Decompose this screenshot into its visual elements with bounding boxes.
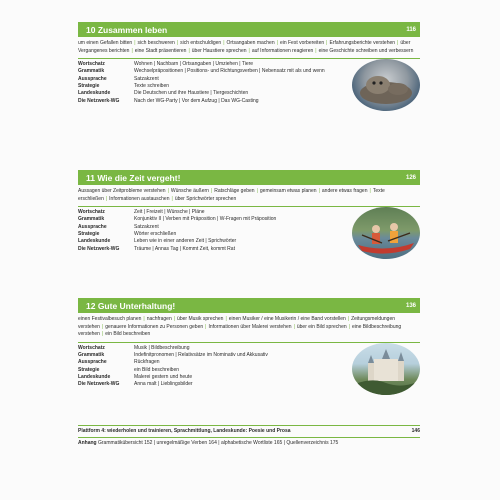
- row-value: Rückfragen: [134, 359, 160, 366]
- table-row: [78, 76, 348, 83]
- row-label: Grammatik: [78, 68, 105, 75]
- separator: |: [369, 188, 371, 194]
- row-value: Musik | Bildbeschreibung: [134, 344, 190, 351]
- separator: |: [101, 331, 104, 338]
- goal-item: Erfahrungsberichte verstehen: [329, 40, 396, 46]
- row-value: Satzakzent: [134, 223, 159, 230]
- separator: |: [171, 195, 173, 202]
- anhang-label: Anhang: [78, 440, 97, 446]
- section-goals: [78, 316, 420, 339]
- goal-item: gemeinsam etwas planen: [259, 188, 317, 194]
- goal-item: Aussagen über Zeitprobleme verstehen: [78, 188, 166, 194]
- table-row: [78, 231, 348, 238]
- separator: |: [143, 316, 145, 322]
- table-row: [78, 374, 348, 381]
- goal-item: genauere Informationen zu Personen geben: [105, 323, 204, 330]
- row-value: Zeit | Freizeit | Wünsche | Pläne: [134, 209, 205, 216]
- goal-item: Informationen austauschen: [109, 195, 170, 202]
- table-row: [78, 216, 348, 223]
- row-label: Die Netzwerk-WG: [78, 381, 120, 388]
- row-label: Strategie: [78, 83, 100, 90]
- separator: |: [397, 40, 399, 46]
- goal-item: Ortsangaben machen: [226, 40, 275, 46]
- section-goals: [78, 40, 420, 55]
- separator: |: [176, 40, 179, 46]
- separator: |: [134, 40, 136, 46]
- goal-item: einen Festivalbesuch planen: [78, 316, 142, 322]
- separator: |: [173, 316, 176, 322]
- table-row: [78, 359, 348, 366]
- row-value: Nach der WG-Party | Vor dem Aufzug | Das WG-Casting: [134, 97, 259, 104]
- table-row: [78, 98, 348, 105]
- row-label: Aussprache: [78, 223, 107, 230]
- section-title: 11 Wie die Zeit vergeht!: [86, 172, 181, 183]
- separator: |: [188, 47, 190, 54]
- row-label: Aussprache: [78, 75, 107, 82]
- section-12: [78, 298, 420, 389]
- table-row: [78, 246, 348, 253]
- row-label: Wortschatz: [78, 344, 105, 351]
- goal-item: einen Musiker / eine Musikerin / eine Band vorstellen: [228, 316, 346, 322]
- goal-item: über Sprichwörter sprechen: [174, 195, 237, 202]
- goal-item: andere etwas fragen: [321, 188, 368, 194]
- separator: |: [205, 323, 207, 330]
- row-value: Leben wie in einer anderen Zeit | Sprichwörter: [134, 238, 237, 245]
- row-value: Die Deutschen und ihre Haustiere | Tiergeschichten: [134, 90, 249, 97]
- row-label: Grammatik: [78, 216, 105, 223]
- row-label: Grammatik: [78, 352, 105, 359]
- separator: |: [167, 188, 169, 194]
- row-label: Landeskunde: [78, 238, 111, 245]
- row-value: Träume | Annas Tag | Kommt Zeit, kommt Rat: [134, 245, 235, 252]
- goal-item: ein Fest vorbereiten: [279, 40, 325, 46]
- goal-item: Wünsche äußern: [170, 188, 209, 194]
- contents-footer: [78, 422, 420, 448]
- section-table: [78, 345, 348, 389]
- table-row: [78, 209, 348, 216]
- section-10: [78, 22, 420, 105]
- row-value: Konjunktiv II | Verben mit Präposition | W-Fragen mit Präposition: [134, 216, 277, 223]
- row-value: Anna malt | Lieblingsbilder: [134, 381, 193, 388]
- goal-item: um einen Gefallen bitten: [78, 40, 133, 46]
- goal-item: über Musik sprechen: [177, 316, 224, 322]
- plattform-line: [78, 428, 420, 434]
- row-value: Satzakzent: [134, 75, 159, 82]
- goal-item: sich entschuldigen: [180, 40, 222, 46]
- goal-item: auf Informationen reagieren: [251, 47, 314, 54]
- section-title: 12 Gute Unterhaltung!: [86, 300, 176, 311]
- goal-item: Texte erschließen: [78, 188, 385, 202]
- table-row: [78, 381, 348, 388]
- goal-item: Informationen über Malerei verstehen: [208, 323, 292, 330]
- goal-item: über ein Bild sprechen: [296, 323, 347, 330]
- section-page-number: 136: [405, 302, 416, 309]
- goal-item: über Vergangenes berichten: [78, 40, 411, 54]
- anhang-line: [78, 440, 420, 448]
- row-label: Wortschatz: [78, 61, 105, 68]
- table-row: [78, 367, 348, 374]
- separator: |: [101, 323, 104, 330]
- separator: |: [276, 40, 278, 46]
- goal-item: über Haustiere sprechen: [191, 47, 247, 54]
- goal-item: eine Bildbeschreibung verstehen: [78, 323, 402, 338]
- table-row: [78, 345, 348, 352]
- section-table: [78, 61, 348, 105]
- separator: |: [210, 188, 213, 194]
- divider: [78, 425, 420, 426]
- row-label: Die Netzwerk-WG: [78, 97, 120, 104]
- separator: |: [315, 47, 317, 54]
- row-label: Wortschatz: [78, 209, 105, 216]
- separator: |: [248, 47, 250, 54]
- row-value: Texte schreiben: [134, 83, 170, 90]
- table-row: [78, 61, 348, 68]
- section-header: [78, 22, 420, 37]
- row-label: Die Netzwerk-WG: [78, 245, 120, 252]
- row-label: Landeskunde: [78, 373, 111, 380]
- section-11: [78, 170, 420, 253]
- goal-item: eine Geschichte schreiben und verbessern: [318, 47, 414, 54]
- goal-item: Zeitungsmeldungen verstehen: [78, 316, 396, 330]
- section-table: [78, 209, 348, 253]
- separator: |: [347, 316, 350, 322]
- table-row: [78, 90, 348, 97]
- section-header: [78, 170, 420, 185]
- divider: [78, 206, 420, 207]
- separator: |: [225, 316, 227, 322]
- separator: |: [318, 188, 320, 194]
- anhang-text: Grammatikübersicht 152 | unregelmäßige Verben 164 | alphabetische Wortliste 165 | Quellenverzeichnis 175: [98, 440, 339, 446]
- row-label: Aussprache: [78, 359, 107, 366]
- seal-photo: [352, 59, 420, 111]
- table-row: [78, 352, 348, 359]
- separator: |: [105, 195, 108, 202]
- row-label: Strategie: [78, 366, 100, 373]
- plattform-text: Plattform 4: wiederholen und trainieren, Sprachmittlung, Landeskunde: Poesie und Prosa: [78, 428, 291, 434]
- table-row: [78, 224, 348, 231]
- row-value: ein Bild beschreiben: [134, 366, 180, 373]
- divider: [78, 437, 420, 438]
- row-value: Wohnen | Nachbarn | Ortsangaben | Umziehen | Tiere: [134, 61, 254, 68]
- goal-item: nachfragen: [146, 316, 172, 322]
- section-header: [78, 298, 420, 313]
- separator: |: [223, 40, 225, 46]
- divider: [78, 58, 420, 59]
- section-page-number: 116: [406, 26, 416, 33]
- table-row: [78, 68, 348, 75]
- goal-item: ein Bild beschreiben: [105, 331, 151, 338]
- goal-item: Ratschläge geben: [214, 188, 255, 194]
- separator: |: [131, 47, 133, 54]
- section-page-number: 126: [405, 174, 416, 181]
- row-value: Wechselpräpositionen | Positions- und Richtungsverben | Nebensatz mit als und wenn: [134, 68, 325, 75]
- castle-photo: [352, 343, 420, 395]
- divider: [78, 342, 420, 343]
- section-goals: [78, 188, 420, 203]
- separator: |: [293, 323, 295, 330]
- row-value: Malerei gestern und heute: [134, 373, 193, 380]
- goal-item: eine Stadt präsentieren: [134, 47, 187, 54]
- plattform-page: 146: [411, 428, 420, 434]
- table-row: [78, 83, 348, 90]
- table-row: [78, 238, 348, 245]
- row-value: Indefinitpronomen | Relativsätze im Nominativ und Akkusativ: [134, 352, 268, 359]
- row-label: Strategie: [78, 231, 100, 238]
- section-title: 10 Zusammen leben: [86, 24, 168, 35]
- goal-item: sich beschweren: [137, 40, 175, 46]
- separator: |: [348, 323, 350, 330]
- canoe-photo: [352, 207, 420, 259]
- separator: |: [256, 188, 258, 194]
- row-label: Landeskunde: [78, 90, 111, 97]
- separator: |: [326, 40, 328, 46]
- row-value: Wörter erschließen: [134, 231, 177, 238]
